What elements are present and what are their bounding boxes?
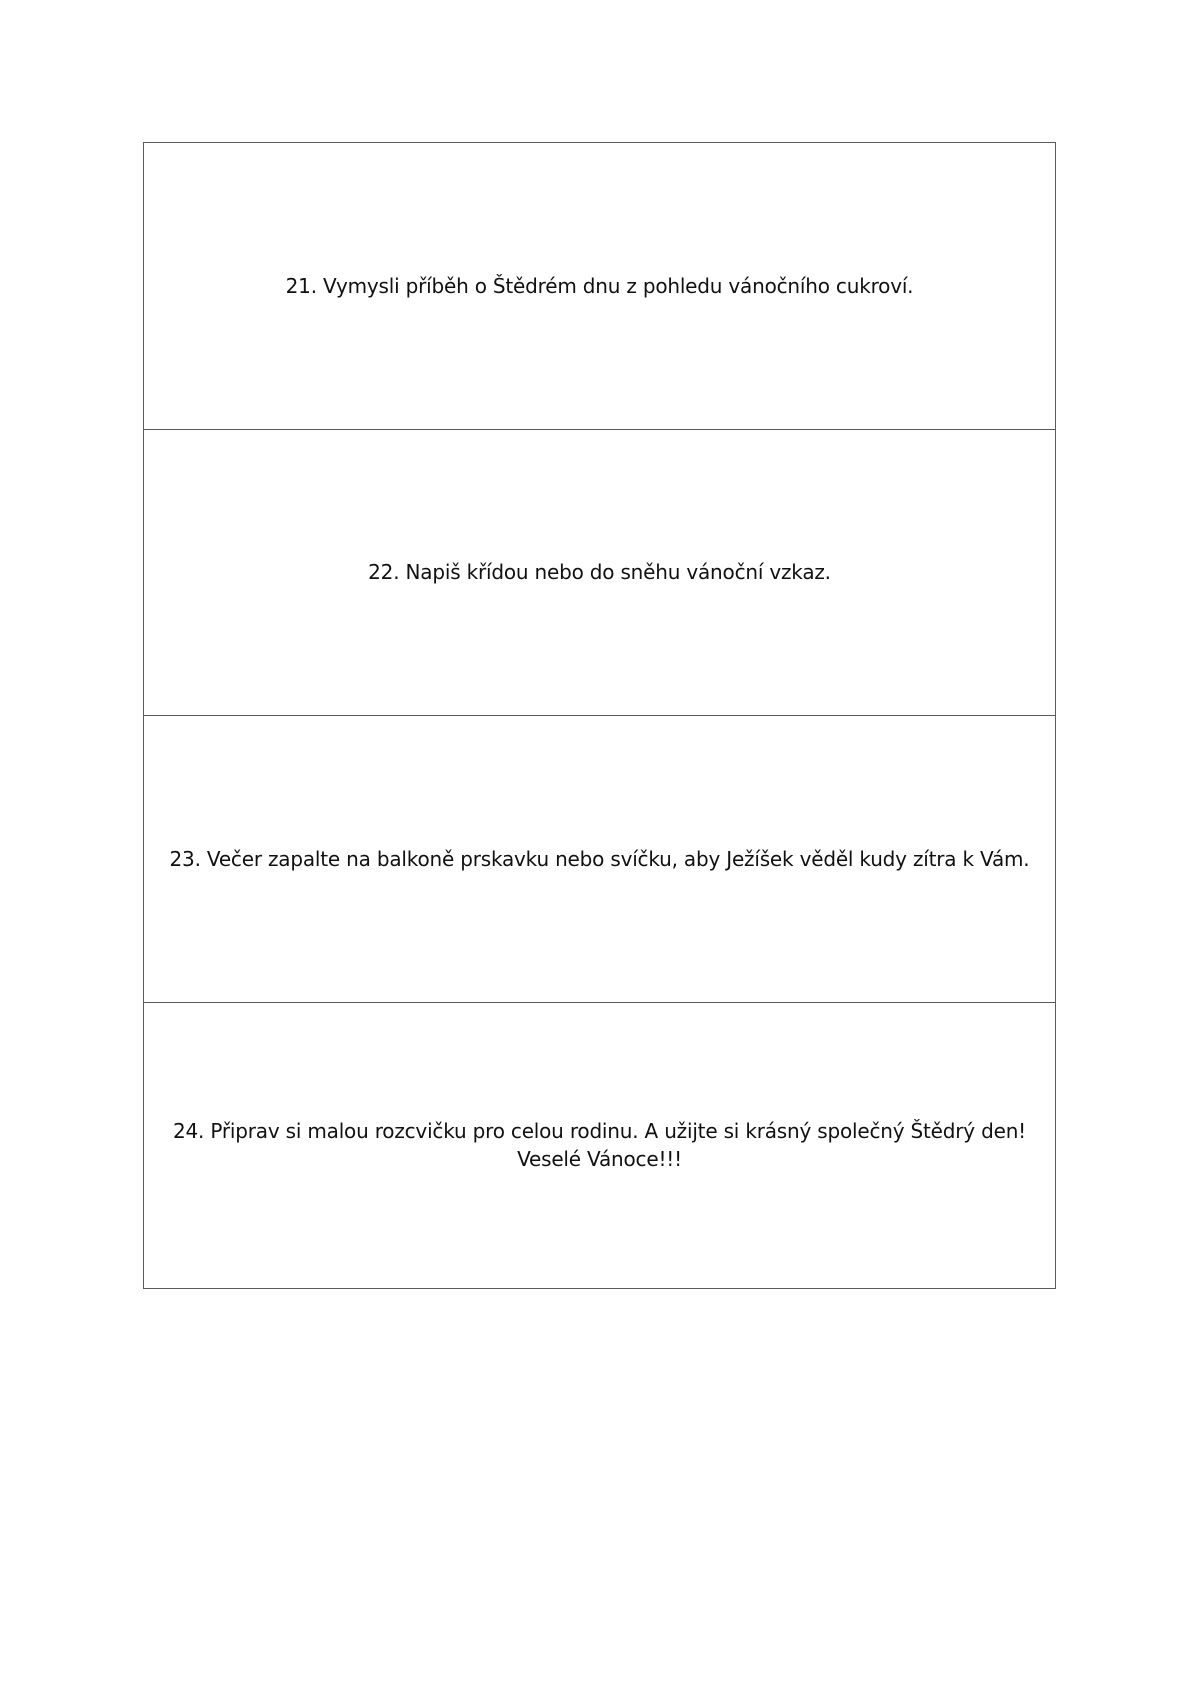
task-card-24 xyxy=(144,1003,1055,1289)
task-card-text: 22. Napiš křídou nebo do sněhu vánoční vzkaz. xyxy=(368,560,831,585)
task-card-23 xyxy=(144,716,1055,1003)
task-card-text: 23. Večer zapalte na balkoně prskavku nebo svíčku, aby Ježíšek věděl kudy zítra k Vám. xyxy=(169,846,1030,871)
task-card-21 xyxy=(144,143,1055,430)
task-card-text: 24. Připrav si malou rozcvičku pro celou rodinu. A užijte si krásný společný Štědrý den! Veselé Vánoce!!! xyxy=(173,1119,1026,1172)
task-card-22 xyxy=(144,430,1055,717)
task-card-text: 21. Vymysli příběh o Štědrém dnu z pohledu vánočního cukroví. xyxy=(285,273,914,298)
task-cards-table xyxy=(143,142,1056,1289)
